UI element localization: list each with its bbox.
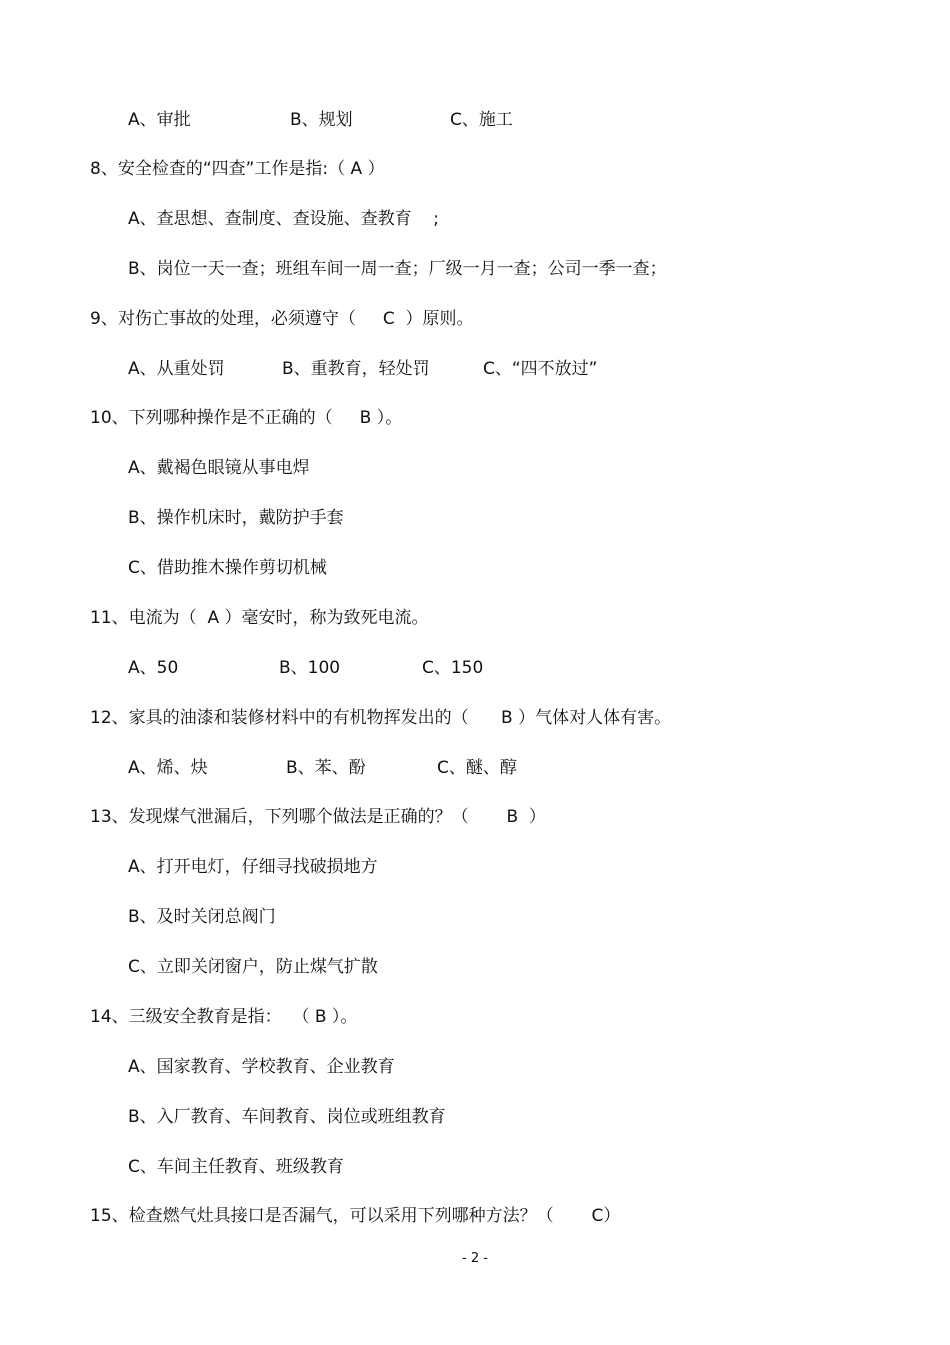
- question-13-option-b: B、及时关闭总阀门: [128, 907, 276, 927]
- question-15: 15、检查燃气灶具接口是否漏气，可以采用下列哪种方法？（ C）: [90, 1206, 621, 1226]
- question-9-option-a: A、从重处罚: [128, 359, 225, 379]
- question-13-option-c: C、立即关闭窗户，防止煤气扩散: [128, 957, 378, 977]
- question-13: 13、发现煤气泄漏后，下列哪个做法是正确的？（ B ）: [90, 807, 546, 827]
- question-13-option-a: A、打开电灯，仔细寻找破损地方: [128, 857, 378, 877]
- question-10-option-b: B、操作机床时，戴防护手套: [128, 508, 344, 528]
- option-c: C、施工: [450, 110, 513, 130]
- question-10: 10、下列哪种操作是不正确的（ B ）。: [90, 408, 403, 428]
- question-12-option-b: B、苯、酚: [286, 758, 366, 778]
- option-a: A、审批: [128, 110, 191, 130]
- option-b: B、规划: [290, 110, 353, 130]
- question-10-option-a: A、戴褐色眼镜从事电焊: [128, 458, 310, 478]
- question-11-option-a: A、50: [128, 658, 179, 678]
- question-8-option-b: B、岗位一天一查；班组车间一周一查；厂级一月一查；公司一季一查；: [128, 259, 667, 279]
- question-14-option-b: B、入厂教育、车间教育、岗位或班组教育: [128, 1107, 446, 1127]
- question-11-option-b: B、100: [279, 658, 341, 678]
- question-8: 8、安全检查的“四查”工作是指:（ A ）: [90, 159, 385, 179]
- question-12-option-c: C、醚、醇: [437, 758, 517, 778]
- question-11-option-c: C、150: [422, 658, 484, 678]
- question-10-option-c: C、借助推木操作剪切机械: [128, 558, 327, 578]
- page-number: - 2 -: [462, 1251, 488, 1266]
- question-14: 14、三级安全教育是指： （ B ）。: [90, 1007, 358, 1027]
- question-11: 11、电流为（ A ）毫安时，称为致死电流。: [90, 608, 429, 628]
- question-9: 9、对伤亡事故的处理，必须遵守（ C ）原则。: [90, 309, 474, 329]
- question-9-option-c: C、“四不放过”: [483, 359, 598, 379]
- question-8-option-a: A、查思想、查制度、查设施、查教育 ;: [128, 209, 439, 229]
- question-12-option-a: A、烯、炔: [128, 758, 208, 778]
- question-14-option-a: A、国家教育、学校教育、企业教育: [128, 1057, 395, 1077]
- question-9-option-b: B、重教育，轻处罚: [282, 359, 430, 379]
- question-12: 12、家具的油漆和装修材料中的有机物挥发出的（ B ）气体对人体有害。: [90, 708, 672, 728]
- question-14-option-c: C、车间主任教育、班级教育: [128, 1157, 344, 1177]
